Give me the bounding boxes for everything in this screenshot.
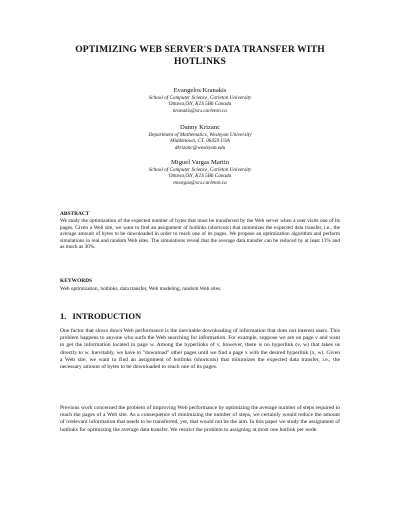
section-title: INTRODUCTION — [72, 311, 142, 321]
abstract-label: ABSTRACT — [60, 211, 90, 217]
section-number: 1. — [60, 311, 67, 321]
section-heading — [60, 311, 147, 321]
intro-paragraph-2: Previous work concerned the problem of improving Web performance by optimizing the average number of steps required to reach the pages of a Web site. As a consequence of minimizing the number of steps, we certainly would reduce the amount of irrelevant information that needs to be transferred, yet, that would not be the aim. In this paper we study the assignment of hotlinks for optimizing the average data transfer. We restrict the problem to assigning at most one hotlink per node. — [60, 405, 340, 433]
author-block-3 — [90, 159, 310, 186]
keywords-text: Web optimization, hotlinks, data transfer, Web modeling, random Web sites. — [60, 286, 222, 292]
intro-paragraph-1: One factor that slows down Web performance is the inevitable downloading of information that does not interest users. This problem happens to anyone who surfs the Web searching for information. For example, suppose we are on page v and want to get the information located in page w. Among the hyperlinks of v, however, there is no hyperlink (v, w) that takes us directly to w. Inevitably, we have to "download" other pages until we find a page x with the desired hyperlink (x, w). Given a Web site, we want to find an assignment of hotlinks (shortcuts) that minimizes the expected data transfer, i.e., the necessary amount of bytes to be downloaded to reach one of its pages. — [60, 328, 340, 371]
author-name: Danny Krizanc — [179, 124, 221, 131]
author-email: mvargas@scs.carleton.ca — [173, 179, 227, 186]
author-name: Evangelos Kranakis — [173, 87, 227, 94]
title-line-1: OPTIMIZING WEB SERVER'S DATA TRANSFER WITH — [75, 44, 325, 55]
keywords-label: KEYWORDS — [60, 278, 93, 284]
author-address: Ottawa,ON, K1S 5B6 Canada — [168, 101, 232, 108]
author-email: kranakis@scs.carleton.ca — [173, 107, 227, 114]
paper-title — [40, 44, 360, 68]
author-email: dkrizanc@wesleyan.edu — [174, 144, 226, 151]
author-affiliation: School of Computer Science, Carleton University — [148, 95, 252, 101]
author-affiliation: Department of Mathematics, Wesleyan University — [148, 132, 252, 138]
author-address: Middletown, CT. 06459 USA — [170, 138, 230, 145]
author-block-2 — [90, 124, 310, 151]
author-name: Miguel Vargas Martin — [171, 159, 229, 166]
author-block-1 — [90, 87, 310, 114]
title-line-2: HOTLINKS — [174, 56, 226, 67]
abstract-text: We study the optimization of the expected number of bytes that must be transferred by the Web server when a user visits one of its pages. Given a Web site, we want to find an assignment of hotlinks (shortcuts) that minimizes the expected data transfer, i.e., the average amount of bytes to be downloaded in order to reach one of its pages. We propose an optimization algorithm and perform simulations in real and random Web sites. The simulations reveal that the average data transfer can be reduced by at least 11% and as much as 30%. — [60, 218, 340, 251]
author-affiliation: School of Computer Science, Carleton University — [148, 167, 252, 173]
author-address: Ottawa,ON, K1S 5B6 Canada — [168, 173, 232, 180]
